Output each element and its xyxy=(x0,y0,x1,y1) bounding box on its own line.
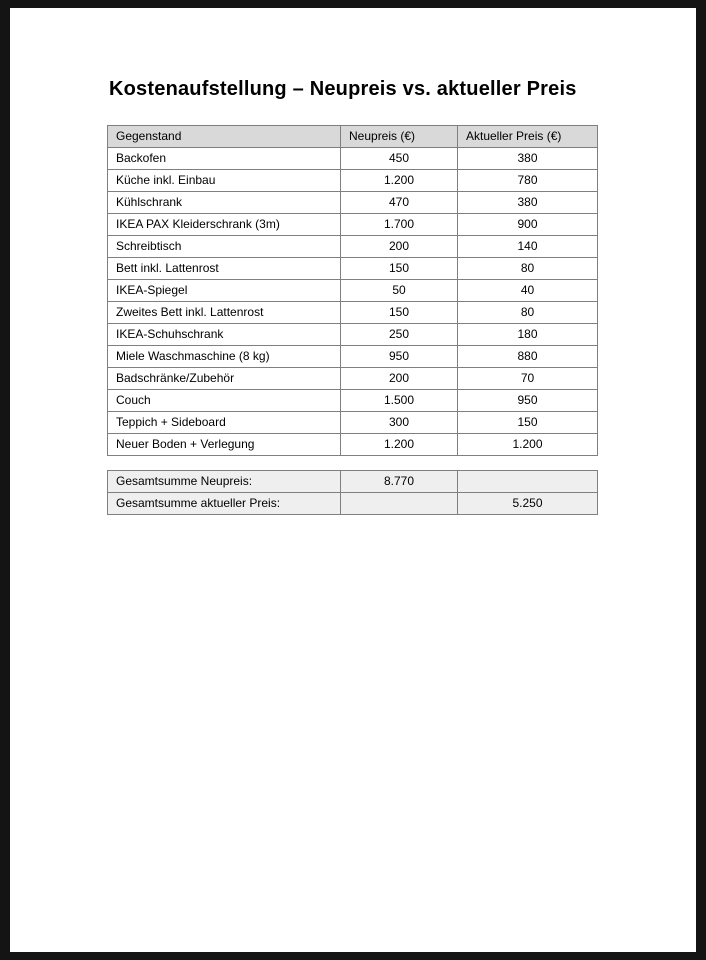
item-cell: Bett inkl. Lattenrost xyxy=(108,258,341,280)
aktueller-preis-cell: 380 xyxy=(458,148,598,170)
aktueller-preis-cell: 80 xyxy=(458,302,598,324)
total-neupreis-empty-cell xyxy=(458,471,598,493)
page-title: Kostenaufstellung – Neupreis vs. aktueller Preis xyxy=(109,78,577,100)
neupreis-cell: 1.200 xyxy=(341,170,458,192)
item-cell: IKEA PAX Kleiderschrank (3m) xyxy=(108,214,341,236)
table-row xyxy=(108,280,598,302)
neupreis-cell: 150 xyxy=(341,302,458,324)
aktueller-preis-cell: 80 xyxy=(458,258,598,280)
table-body xyxy=(108,148,598,456)
item-cell: IKEA-Schuhschrank xyxy=(108,324,341,346)
aktueller-preis-cell: 140 xyxy=(458,236,598,258)
aktueller-preis-cell: 780 xyxy=(458,170,598,192)
total-neupreis-label: Gesamtsumme Neupreis: xyxy=(108,471,341,493)
table-row xyxy=(108,148,598,170)
total-neupreis-value: 8.770 xyxy=(341,471,458,493)
neupreis-cell: 200 xyxy=(341,368,458,390)
aktueller-preis-cell: 880 xyxy=(458,346,598,368)
item-cell: Küche inkl. Einbau xyxy=(108,170,341,192)
header-aktueller-preis: Aktueller Preis (€) xyxy=(458,126,598,148)
aktueller-preis-cell: 180 xyxy=(458,324,598,346)
table-row xyxy=(108,258,598,280)
item-cell: Teppich + Sideboard xyxy=(108,412,341,434)
table-row xyxy=(108,346,598,368)
document-page xyxy=(10,8,696,952)
item-cell: Miele Waschmaschine (8 kg) xyxy=(108,346,341,368)
neupreis-cell: 200 xyxy=(341,236,458,258)
table-row xyxy=(108,236,598,258)
table-row xyxy=(108,170,598,192)
neupreis-cell: 1.500 xyxy=(341,390,458,412)
neupreis-cell: 150 xyxy=(341,258,458,280)
header-neupreis: Neupreis (€) xyxy=(341,126,458,148)
total-neupreis-row xyxy=(108,471,598,493)
cost-table xyxy=(107,125,598,515)
neupreis-cell: 250 xyxy=(341,324,458,346)
table-header xyxy=(108,126,598,148)
neupreis-cell: 1.200 xyxy=(341,434,458,456)
total-aktueller-preis-value: 5.250 xyxy=(458,493,598,515)
aktueller-preis-cell: 150 xyxy=(458,412,598,434)
table-row xyxy=(108,324,598,346)
item-cell: Kühlschrank xyxy=(108,192,341,214)
item-cell: Schreibtisch xyxy=(108,236,341,258)
neupreis-cell: 470 xyxy=(341,192,458,214)
total-aktueller-preis-row xyxy=(108,493,598,515)
aktueller-preis-cell: 1.200 xyxy=(458,434,598,456)
neupreis-cell: 450 xyxy=(341,148,458,170)
table-row xyxy=(108,434,598,456)
table-row xyxy=(108,412,598,434)
table-row xyxy=(108,192,598,214)
table-totals xyxy=(108,456,598,515)
item-cell: Couch xyxy=(108,390,341,412)
neupreis-cell: 300 xyxy=(341,412,458,434)
aktueller-preis-cell: 40 xyxy=(458,280,598,302)
spacer-row xyxy=(108,456,598,471)
table-row xyxy=(108,390,598,412)
aktueller-preis-cell: 950 xyxy=(458,390,598,412)
spacer-cell xyxy=(108,456,598,471)
item-cell: Badschränke/Zubehör xyxy=(108,368,341,390)
aktueller-preis-cell: 900 xyxy=(458,214,598,236)
item-cell: Neuer Boden + Verlegung xyxy=(108,434,341,456)
table-row xyxy=(108,214,598,236)
total-aktueller-preis-label: Gesamtsumme aktueller Preis: xyxy=(108,493,341,515)
header-row xyxy=(108,126,598,148)
table-row xyxy=(108,302,598,324)
item-cell: IKEA-Spiegel xyxy=(108,280,341,302)
header-gegenstand: Gegenstand xyxy=(108,126,341,148)
aktueller-preis-cell: 70 xyxy=(458,368,598,390)
neupreis-cell: 950 xyxy=(341,346,458,368)
table-row xyxy=(108,368,598,390)
neupreis-cell: 1.700 xyxy=(341,214,458,236)
item-cell: Backofen xyxy=(108,148,341,170)
total-aktueller-preis-empty-cell xyxy=(341,493,458,515)
item-cell: Zweites Bett inkl. Lattenrost xyxy=(108,302,341,324)
aktueller-preis-cell: 380 xyxy=(458,192,598,214)
neupreis-cell: 50 xyxy=(341,280,458,302)
page-content xyxy=(10,8,696,515)
